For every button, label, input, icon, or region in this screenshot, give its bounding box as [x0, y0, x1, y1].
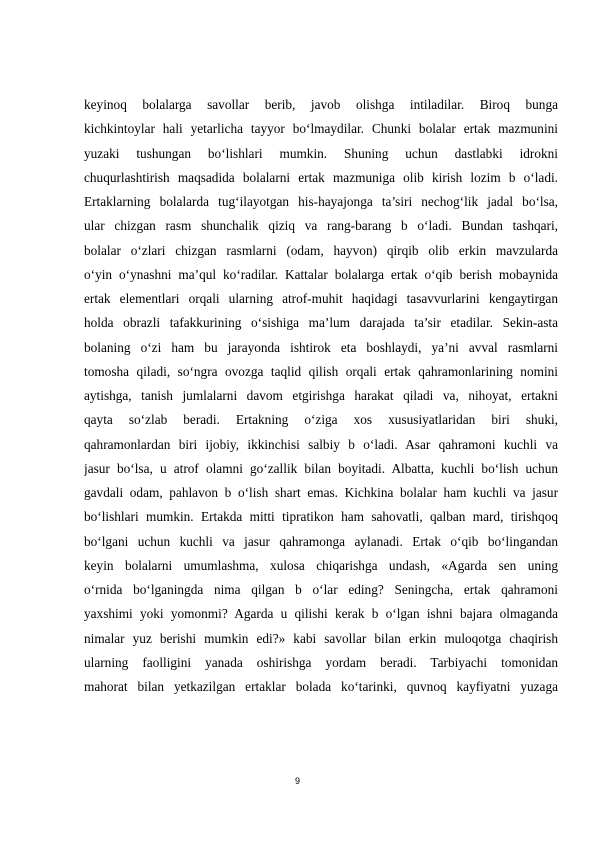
text-line: bolaning o‘zi ham bu jarayonda ishtirok eta boshlaydi, ya’ni avval rasmlarni — [84, 339, 558, 355]
text-line: kichkintoylar hali yetarlicha tayyor bo‘lmaydilar. Chunki bolalar ertak mazmunini — [84, 121, 558, 137]
text-line: gavdali odam, pahlavon b o‘lish shart emas. Kichkina bolalar ham kuchli va jasur — [84, 485, 558, 500]
text-line: qahramonlardan biri ijobiy, ikkinchisi salbiy b o‘ladi. Asar qahramoni kuchli va — [84, 436, 558, 452]
text-line: nimalar yuz berishi mumkin edi?» kabi savollar bilan erkin muloqotga chaqirish — [84, 630, 558, 646]
text-line: mahorat bilan yetkazilgan ertaklar bolada ko‘tarinki, quvnoq kayfiyatni yuzaga — [84, 679, 558, 694]
text-line: ular chizgan rasm shunchalik qiziq va rang-barang b o‘ladi. Bundan tashqari, — [84, 218, 558, 234]
text-line: aytishga, tanish jumlalarni davom etgirishga harakat qiladi va, nihoyat, ertakni — [84, 388, 558, 403]
text-line: bo‘lgani uchun kuchli va jasur qahramonga aylanadi. Ertak o‘qib bo‘lingandan — [84, 533, 558, 549]
text-line: o‘rnida bo‘lganingda nima qilgan b o‘lar eding? Seningcha, ertak qahramoni — [84, 582, 558, 597]
body-paragraph — [84, 93, 558, 699]
text-line: chuqurlashtirish maqsadida bolalarni ertak mazmuniga olib kirish lozim b o‘ladi. — [84, 169, 558, 185]
text-line: ularning faolligini yanada oshirishga yordam beradi. Tarbiyachi tomonidan — [84, 654, 558, 670]
text-line: holda obrazli tafakkurining o‘sishiga ma’lum darajada ta’sir etadilar. Sekin-asta — [84, 315, 558, 331]
text-line: keyinoq bolalarga savollar berib, javob olishga intiladilar. Biroq bunga — [84, 97, 558, 112]
text-line: yaxshimi yoki yomonmi? Agarda u qilishi kerak b o‘lgan ishni bajara olmaganda — [84, 606, 558, 622]
text-line: ertak elementlari orqali ularning atrof-muhit haqidagi tasavvurlarini kengaytirgan — [84, 291, 558, 306]
page-number: 9 — [294, 776, 300, 786]
text-line: bolalar o‘zlari chizgan rasmlarni (odam, hayvon) qirqib olib erkin mavzularda — [84, 242, 558, 258]
text-line: jasur bo‘lsa, u atrof olamni go‘zallik bilan boyitadi. Albatta, kuchli bo‘lish uchun — [84, 460, 558, 476]
text-line: Ertaklarning bolalarda tug‘ilayotgan his-hayajonga ta’siri nechog‘lik jadal bo‘lsa, — [84, 194, 558, 209]
text-line: tomosha qiladi, so‘ngra ovozga taqlid qilish orqali ertak qahramonlarining nomini — [84, 363, 558, 379]
text-line: yuzaki tushungan bo‘lishlari mumkin. Shuning uchun dastlabki idrokni — [84, 145, 558, 161]
text-line: o‘yin o‘ynashni ma’qul ko‘radilar. Kattalar bolalarga ertak o‘qib berish mobaynida — [84, 266, 558, 282]
text-line: bo‘lishlari mumkin. Ertakda mitti tipratikon ham sahovatli, qalban mard, tirishqoq — [84, 509, 558, 525]
text-line: keyin bolalarni umumlashma, xulosa chiqarishga undash, «Agarda sen uning — [84, 557, 558, 573]
text-line: qayta so‘zlab beradi. Ertakning o‘ziga xos xususiyatlaridan biri shuki, — [84, 412, 558, 428]
